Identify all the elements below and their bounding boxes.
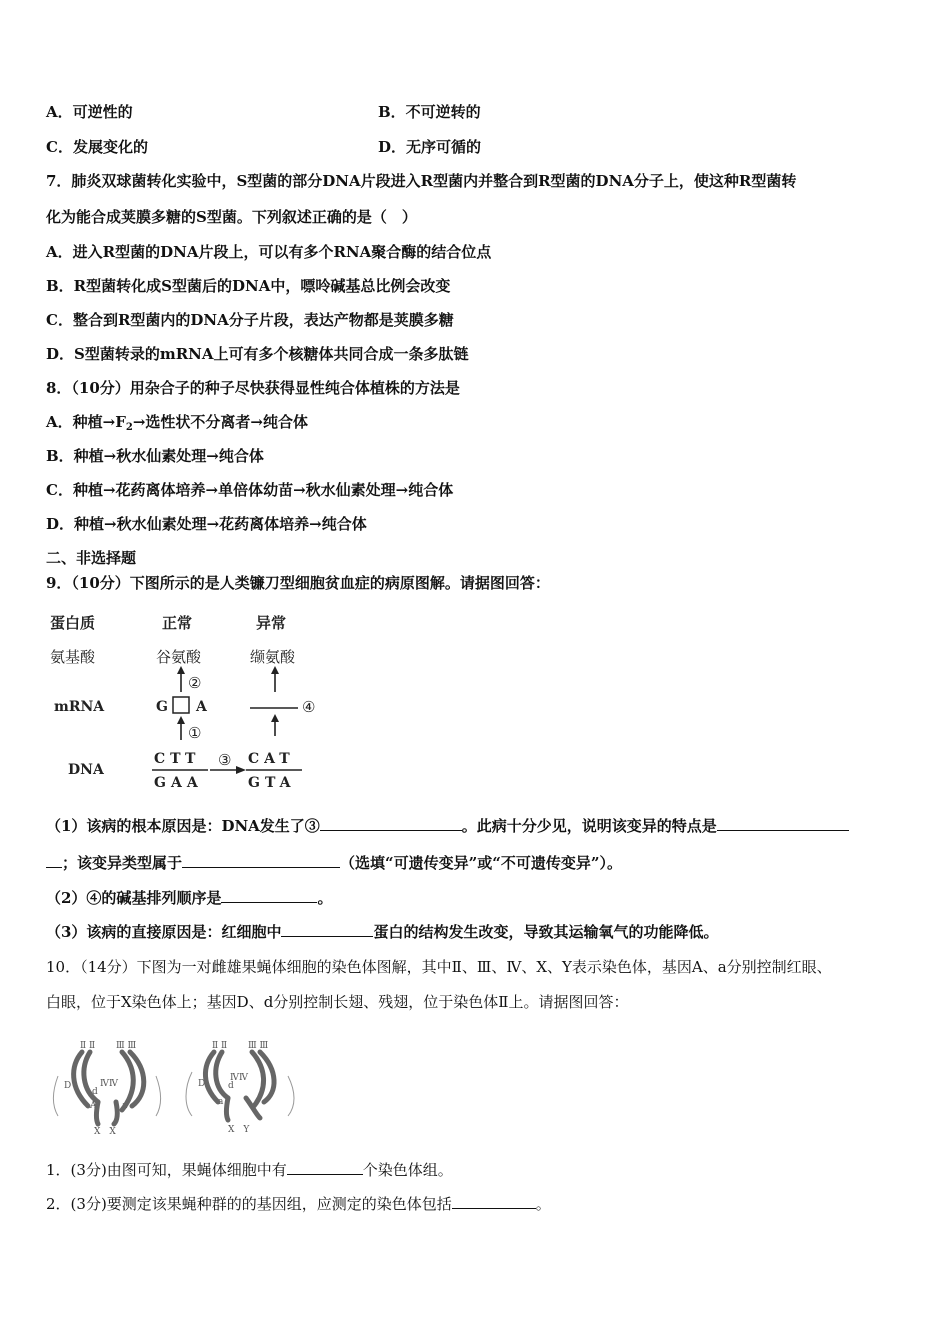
section-heading: 二、非选择题 (46, 549, 137, 567)
female-chr-iv-label: ⅣⅣ (100, 1079, 118, 1089)
q6-option-b: B．不可逆转的 (378, 103, 481, 121)
q6-option-d: D．无序可循的 (378, 138, 482, 156)
q7-stem-line1: 7．肺炎双球菌转化实验中，S型菌的部分DNA片段进入R型菌内并整合到R型菌的DNA分子上，使这种R型菌转 (46, 172, 797, 190)
diagram-header-protein: 蛋白质 (50, 614, 96, 632)
arrow-up-icon (271, 666, 279, 674)
diagram-header-normal: 正常 (162, 614, 193, 632)
q10-chromosome-figure (52, 1036, 312, 1140)
q10-sub2-text-b: 。 (535, 1195, 551, 1213)
q10-sub1 (46, 1160, 453, 1180)
chromosome (252, 1052, 264, 1106)
q8-stem: 8．（10分）用杂合子的种子尽快获得显性纯合体植株的方法是 (46, 379, 460, 397)
mrna-base-right: A (196, 699, 207, 715)
diagram-header-abnormal: 异常 (256, 614, 287, 632)
diagram-marker-3: ③ (218, 751, 232, 769)
mrna-base-left: G (156, 699, 168, 715)
chromosome (216, 1052, 228, 1098)
q7-option-b: B．R型菌转化成S型菌后的DNA中，嘌呤碱基总比例会改变 (46, 277, 451, 295)
answer-blank[interactable] (452, 1194, 536, 1209)
arrow-up-icon (177, 666, 185, 674)
q8-option-a-post: →选性状不分离者→纯合体 (132, 413, 308, 431)
female-gene-a: a (122, 1101, 128, 1111)
male-gene-d: d (228, 1081, 234, 1091)
male-chr-ii-label: Ⅱ Ⅱ (212, 1041, 228, 1051)
q8-option-a (46, 412, 308, 438)
answer-blank[interactable] (182, 853, 340, 868)
male-chr-iv-label: ⅣⅣ (230, 1073, 248, 1083)
chromosome (114, 1102, 117, 1124)
q6-option-c: C．发展变化的 (46, 138, 148, 156)
q7-option-c: C．整合到R型菌内的DNA分子片段，表达产物都是荚膜多糖 (46, 311, 454, 329)
arrow-up-icon (177, 716, 185, 724)
female-chr-ii-label: Ⅱ Ⅱ (80, 1041, 96, 1051)
q8-option-a-pre: A．种植→F (46, 413, 126, 431)
answer-blank[interactable] (287, 1160, 363, 1175)
q10-sub1-text-a: 1．(3分)由图可知，果蝇体细胞中有 (46, 1161, 287, 1179)
female-gene-D: D (64, 1081, 72, 1091)
q9-sub1-text-d: （选填“可遗传变异”或“不可遗传变异”）。 (340, 854, 623, 872)
chromosome (227, 1098, 229, 1120)
dna-abnormal-bottom: GTA (248, 775, 296, 791)
q10-stem-line1: 10．（14分）下图为一对雌雄果蝇体细胞的染色体图解，其中Ⅱ、Ⅲ、Ⅳ、X、Y表示染色体，基因A、a分别控制红眼、 (46, 958, 832, 976)
mrna-blank-box (173, 697, 189, 713)
q10-sub2 (46, 1194, 551, 1214)
answer-blank[interactable] (320, 816, 462, 831)
q9-sub1-line2 (46, 853, 622, 873)
chromosome (97, 1102, 99, 1124)
q9-sub2-text-a: （2）④的碱基排列顺序是 (46, 889, 222, 907)
diagram-marker-4: ④ (302, 698, 316, 716)
q8-option-c: C．种植→花药离体培养→单倍体幼苗→秋水仙素处理→纯合体 (46, 481, 454, 499)
q9-sub1-line1 (46, 816, 849, 836)
diagram-normal-amino-acid: 谷氨酸 (156, 648, 202, 666)
q10-stem-line2: 白眼，位于X染色体上；基因D、d分别控制长翅、残翅，位于染色体Ⅱ上。请据图回答： (46, 993, 629, 1011)
arrow-right-icon (236, 766, 246, 774)
arrow-up-icon (271, 714, 279, 722)
q9-sub2 (46, 888, 332, 908)
diagram-row-amino-acid: 氨基酸 (50, 648, 96, 666)
female-chr-iii-label: Ⅲ Ⅲ (116, 1041, 137, 1051)
q8-option-d: D．种植→秋水仙素处理→花药离体培养→纯合体 (46, 515, 367, 533)
q9-sub1-text-a: （1）该病的根本原因是：DNA发生了③ (46, 817, 320, 835)
q7-option-d: D．S型菌转录的mRNA上可有多个核糖体共同合成一条多肽链 (46, 345, 469, 363)
male-gene-a: a (218, 1097, 224, 1107)
dna-abnormal-top: CAT (248, 751, 295, 767)
male-chr-iii-label: Ⅲ Ⅲ (248, 1041, 269, 1051)
male-sex-chromosomes: X Y (228, 1125, 250, 1135)
female-gene-d: d (92, 1087, 98, 1097)
dna-normal-top: CTT (154, 751, 201, 767)
q9-sub1-text-c: ；该变异类型属于 (62, 854, 183, 872)
diagram-row-dna: DNA (68, 762, 104, 778)
q9-diagram (46, 604, 336, 796)
q8-option-b: B．种植→秋水仙素处理→纯合体 (46, 447, 264, 465)
q7-option-a: A．进入R型菌的DNA片段上，可以有多个RNA聚合酶的结合位点 (46, 243, 492, 261)
female-sex-chromosomes: X X (94, 1127, 116, 1137)
q10-sub2-text-a: 2．(3分)要测定该果蝇种群的的基因组，应测定的染色体包括 (46, 1195, 452, 1213)
answer-blank[interactable] (221, 888, 317, 903)
q9-sub3-text-a: （3）该病的直接原因是：红细胞中 (46, 923, 282, 941)
q9-sub3 (46, 922, 718, 942)
diagram-marker-1: ① (188, 724, 202, 742)
diagram-abnormal-amino-acid: 缬氨酸 (250, 648, 296, 666)
female-gene-A: A (90, 1101, 97, 1111)
dna-normal-bottom: GAA (154, 775, 203, 791)
q8-option-a-sub: 2 (125, 422, 133, 433)
q6-option-a: A．可逆性的 (46, 103, 133, 121)
diagram-row-mrna: mRNA (54, 699, 105, 715)
answer-blank[interactable] (281, 922, 373, 937)
q9-sub3-text-b: 蛋白的结构发生改变，导致其运输氧气的功能降低。 (373, 923, 719, 941)
q7-stem-line2: 化为能合成荚膜多糖的S型菌。下列叙述正确的是（ ） (46, 208, 417, 226)
q9-sub1-text-b: 。此病十分少见，说明该变异的特点是 (461, 817, 717, 835)
male-gene-D: D (198, 1079, 206, 1089)
answer-blank[interactable] (717, 816, 849, 831)
answer-blank-cont[interactable] (46, 853, 62, 868)
q10-sub1-text-b: 个染色体组。 (362, 1161, 453, 1179)
q9-sub2-text-b: 。 (317, 889, 333, 907)
q9-stem: 9．（10分）下图所示的是人类镰刀型细胞贫血症的病原图解。请据图回答： (46, 574, 550, 592)
diagram-marker-2: ② (188, 674, 202, 692)
